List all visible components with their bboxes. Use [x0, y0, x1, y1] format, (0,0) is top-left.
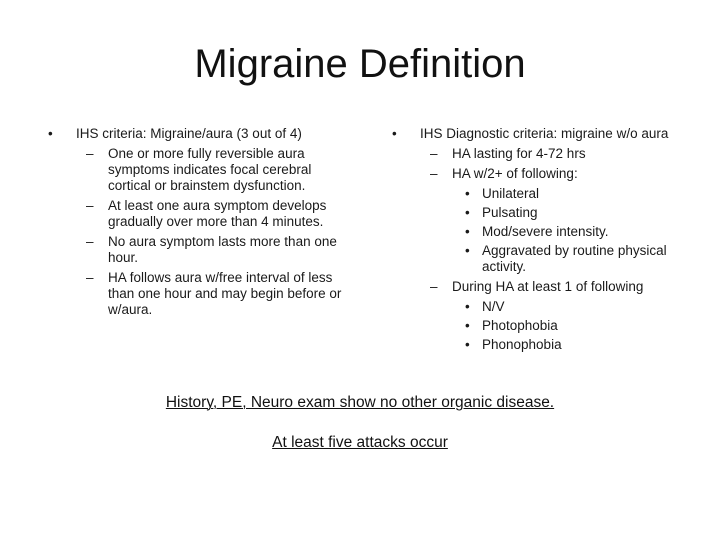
dash-marker: – [86, 270, 94, 285]
bullet-marker: • [465, 205, 470, 220]
aura-criterion-3: No aura symptom lasts more than one hour. [108, 234, 337, 265]
right-heading: IHS Diagnostic criteria: migraine w/o aura [420, 126, 669, 141]
aura-criterion-1: One or more fully reversible aura symptoms indicates focal cerebral cortical or brainstem dysfunction. [108, 146, 312, 193]
left-heading-item [44, 126, 350, 318]
right-column [388, 126, 698, 357]
list-item [452, 186, 698, 202]
list-item [452, 299, 698, 315]
footer-exclusion-note: History, PE, Neuro exam show no other organic disease. [165, 394, 555, 411]
dash-marker: – [86, 198, 94, 213]
dash-marker: – [430, 279, 438, 294]
associated-criterion: During HA at least 1 of following [452, 279, 644, 294]
aura-criterion-2: At least one aura symptom develops gradually over more than 4 minutes. [108, 198, 327, 229]
list-item [76, 198, 350, 230]
feature-4: Aggravated by routine physical activity. [482, 243, 667, 274]
list-item [420, 166, 698, 275]
bullet-marker: • [465, 318, 470, 333]
bullet-marker: • [465, 224, 470, 239]
right-heading-item [388, 126, 698, 353]
feature-1: Unilateral [482, 186, 540, 201]
bullet-marker: • [465, 243, 470, 258]
dash-marker: – [430, 166, 438, 181]
list-item [452, 318, 698, 334]
list-item [420, 146, 698, 162]
associated-3: Phonophobia [482, 337, 562, 352]
list-item [76, 234, 350, 266]
associated-1: N/V [482, 299, 505, 314]
footer-attacks-note: At least five attacks occur [272, 434, 448, 451]
feature-2: Pulsating [482, 205, 538, 220]
left-heading: IHS criteria: Migraine/aura (3 out of 4) [76, 126, 302, 141]
dash-marker: – [86, 146, 94, 161]
duration-criterion: HA lasting for 4-72 hrs [452, 146, 586, 161]
left-column [44, 126, 350, 322]
bullet-marker: • [392, 126, 397, 141]
list-item [420, 279, 698, 353]
associated-2: Photophobia [482, 318, 558, 333]
bullet-marker: • [465, 337, 470, 352]
list-item [452, 337, 698, 353]
dash-marker: – [86, 234, 94, 249]
bullet-marker: • [48, 126, 53, 141]
bullet-marker: • [465, 186, 470, 201]
slide-title: Migraine Definition [194, 42, 526, 86]
aura-criterion-4: HA follows aura w/free interval of less than one hour and may begin before or w/aura. [108, 270, 342, 317]
list-item [452, 224, 698, 240]
list-item [76, 146, 350, 194]
bullet-marker: • [465, 299, 470, 314]
list-item [452, 205, 698, 221]
dash-marker: – [430, 146, 438, 161]
list-item [452, 243, 698, 275]
list-item [76, 270, 350, 318]
features-criterion: HA w/2+ of following: [452, 166, 578, 181]
feature-3: Mod/severe intensity. [482, 224, 609, 239]
